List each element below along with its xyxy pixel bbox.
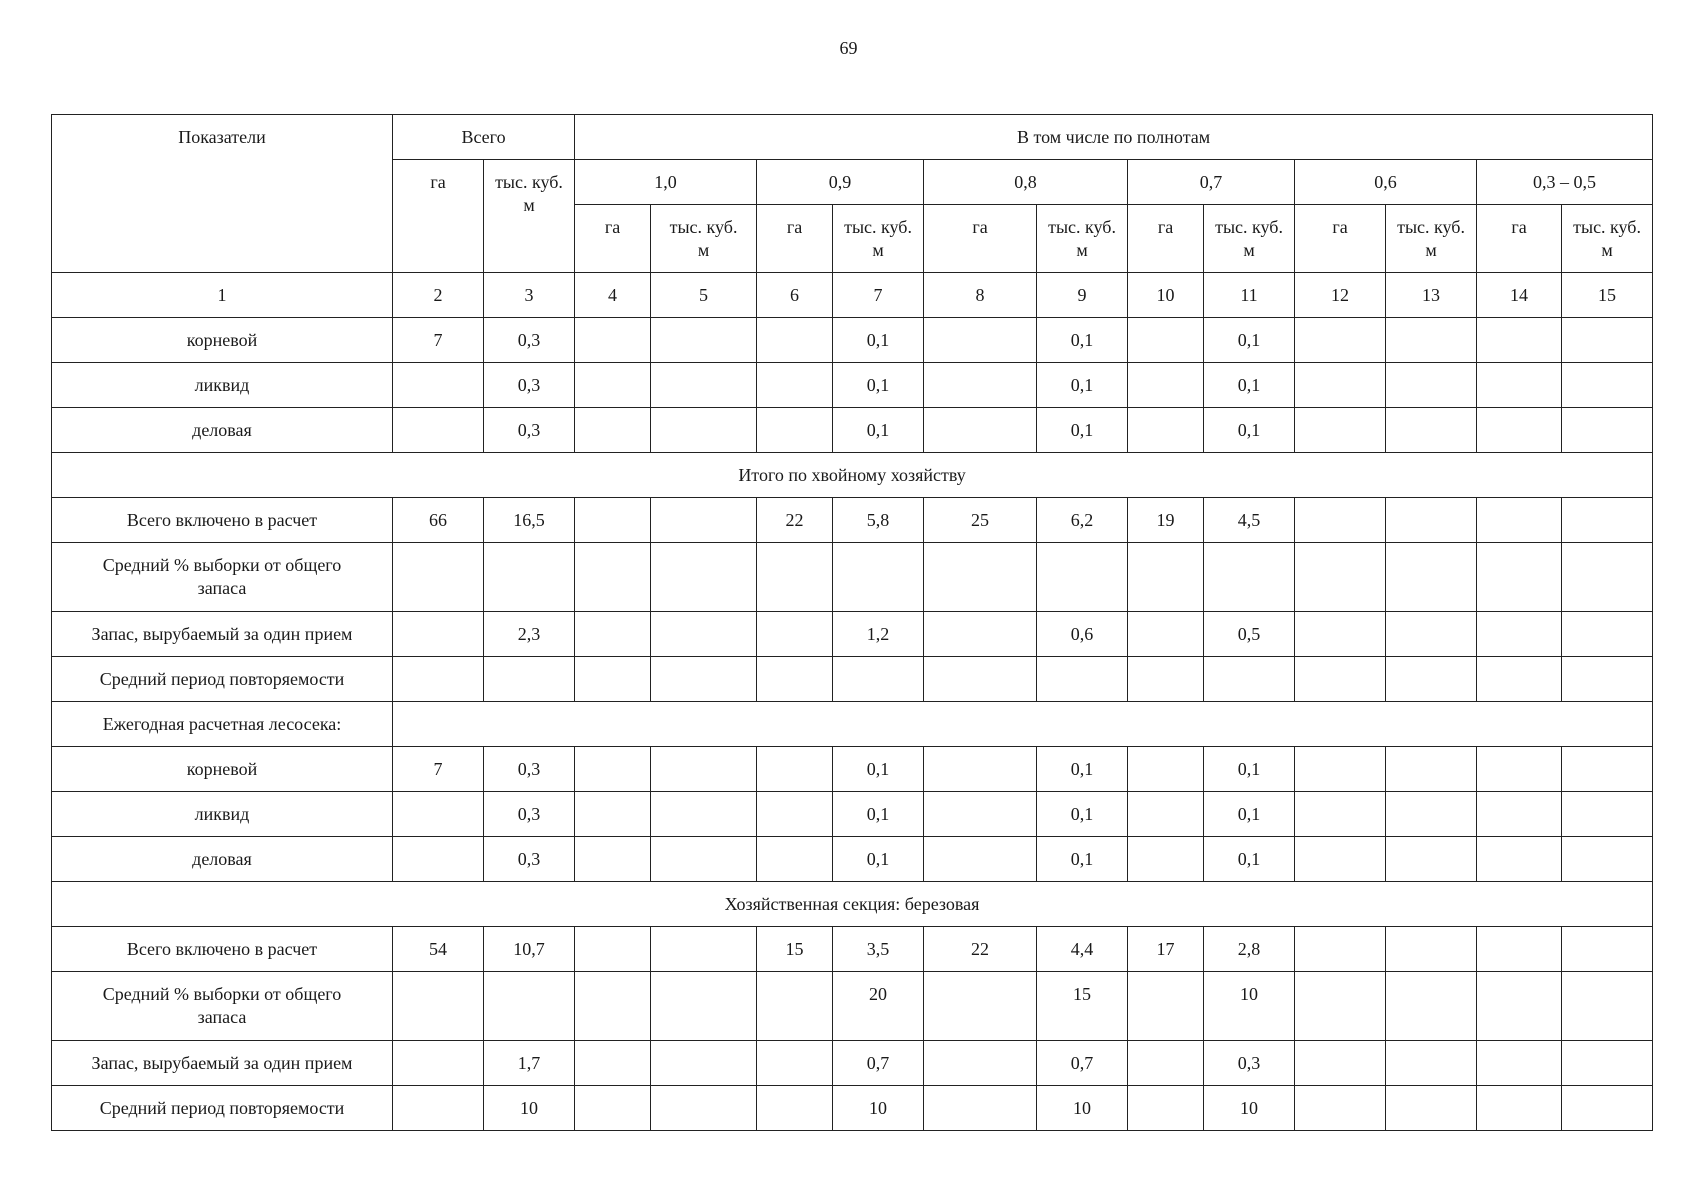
subheader-volume: тыс. куб. м bbox=[833, 205, 924, 273]
table-cell bbox=[1477, 1086, 1562, 1131]
table-cell bbox=[393, 363, 484, 408]
table-cell bbox=[484, 657, 575, 702]
table-cell: 22 bbox=[757, 498, 833, 543]
table-cell: 16,5 bbox=[484, 498, 575, 543]
table-cell: 0,6 bbox=[1037, 612, 1128, 657]
table-cell bbox=[1128, 363, 1204, 408]
table-cell bbox=[651, 1086, 757, 1131]
table-cell: 17 bbox=[1128, 927, 1204, 972]
table-cell bbox=[651, 612, 757, 657]
table-cell: 19 bbox=[1128, 498, 1204, 543]
column-number: 4 bbox=[575, 273, 651, 318]
table-cell bbox=[1037, 543, 1128, 612]
table-cell bbox=[393, 1041, 484, 1086]
allowable-cut-table bbox=[51, 114, 1653, 1131]
table-cell bbox=[1477, 747, 1562, 792]
table-cell bbox=[393, 612, 484, 657]
table-cell bbox=[833, 657, 924, 702]
table-cell bbox=[651, 657, 757, 702]
table-cell bbox=[1477, 927, 1562, 972]
table-cell bbox=[393, 972, 484, 1041]
table-cell bbox=[1128, 792, 1204, 837]
table-cell: 5,8 bbox=[833, 498, 924, 543]
table-cell bbox=[924, 363, 1037, 408]
table-cell: 7 bbox=[393, 747, 484, 792]
table-cell bbox=[924, 408, 1037, 453]
table-cell: 0,1 bbox=[1204, 792, 1295, 837]
table-cell bbox=[757, 837, 833, 882]
table-cell bbox=[651, 972, 757, 1041]
table-cell bbox=[1386, 657, 1477, 702]
row-label: ликвид bbox=[52, 792, 393, 837]
table-cell bbox=[1386, 747, 1477, 792]
table-cell: 1,2 bbox=[833, 612, 924, 657]
column-number: 8 bbox=[924, 273, 1037, 318]
table-cell bbox=[1477, 792, 1562, 837]
table-cell bbox=[651, 837, 757, 882]
table-cell bbox=[651, 747, 757, 792]
row-label: Средний % выборки от общего запаса bbox=[52, 972, 393, 1041]
table-cell bbox=[575, 363, 651, 408]
table-row bbox=[52, 657, 1653, 702]
table-cell: 0,1 bbox=[1037, 318, 1128, 363]
table-cell bbox=[1128, 657, 1204, 702]
table-cell: 6,2 bbox=[1037, 498, 1128, 543]
table-cell bbox=[651, 318, 757, 363]
table-cell bbox=[651, 363, 757, 408]
table-cell bbox=[651, 927, 757, 972]
table-cell bbox=[1295, 927, 1386, 972]
table-cell bbox=[757, 1086, 833, 1131]
header-by-density: В том числе по полнотам bbox=[575, 115, 1653, 160]
table-cell: 0,1 bbox=[1204, 318, 1295, 363]
table-cell: 0,1 bbox=[833, 408, 924, 453]
row-label: деловая bbox=[52, 837, 393, 882]
column-number: 2 bbox=[393, 273, 484, 318]
table-cell bbox=[924, 318, 1037, 363]
column-number: 12 bbox=[1295, 273, 1386, 318]
table-cell bbox=[1477, 1041, 1562, 1086]
table-cell: 0,3 bbox=[484, 792, 575, 837]
column-number: 5 bbox=[651, 273, 757, 318]
table-cell bbox=[575, 498, 651, 543]
table-cell bbox=[1562, 927, 1653, 972]
table-cell bbox=[1477, 408, 1562, 453]
table-cell: 0,7 bbox=[1037, 1041, 1128, 1086]
table-cell bbox=[757, 657, 833, 702]
table-cell bbox=[1562, 837, 1653, 882]
table-cell bbox=[1386, 792, 1477, 837]
table-cell: 10 bbox=[484, 1086, 575, 1131]
table-cell bbox=[1295, 363, 1386, 408]
table-cell: 10 bbox=[1204, 1086, 1295, 1131]
table-cell bbox=[651, 543, 757, 612]
table-cell bbox=[924, 837, 1037, 882]
table-cell: 0,1 bbox=[1204, 408, 1295, 453]
annual-cut-blank bbox=[393, 702, 1653, 747]
table-cell: 0,3 bbox=[484, 747, 575, 792]
header-density-4: 0,7 bbox=[1128, 160, 1295, 205]
table-cell: 0,1 bbox=[1037, 408, 1128, 453]
table-row bbox=[52, 612, 1653, 657]
table-cell: 15 bbox=[1037, 972, 1128, 1041]
row-label: деловая bbox=[52, 408, 393, 453]
table-row bbox=[52, 1086, 1653, 1131]
row-label: Всего включено в расчет bbox=[52, 927, 393, 972]
table-cell bbox=[924, 792, 1037, 837]
table-cell bbox=[1295, 747, 1386, 792]
table-cell: 4,5 bbox=[1204, 498, 1295, 543]
table-cell bbox=[1295, 792, 1386, 837]
table-cell bbox=[1386, 972, 1477, 1041]
table-cell bbox=[1128, 408, 1204, 453]
table-cell bbox=[1386, 612, 1477, 657]
table-cell: 0,3 bbox=[484, 837, 575, 882]
table-cell: 0,7 bbox=[833, 1041, 924, 1086]
table-cell bbox=[1386, 498, 1477, 543]
table-cell: 22 bbox=[924, 927, 1037, 972]
table-cell bbox=[1477, 612, 1562, 657]
table-cell bbox=[1477, 837, 1562, 882]
table-cell: 0,1 bbox=[833, 837, 924, 882]
subheader-ha: га bbox=[575, 205, 651, 273]
table-row bbox=[52, 363, 1653, 408]
table-cell bbox=[1477, 657, 1562, 702]
subheader-volume: тыс. куб. м bbox=[1386, 205, 1477, 273]
table-cell bbox=[757, 363, 833, 408]
table-cell: 54 bbox=[393, 927, 484, 972]
row-label: ликвид bbox=[52, 363, 393, 408]
subheader-volume: тыс. куб. м bbox=[1037, 205, 1128, 273]
table-cell bbox=[1477, 318, 1562, 363]
header-density-3: 0,8 bbox=[924, 160, 1128, 205]
table-row bbox=[52, 498, 1653, 543]
table-cell bbox=[1562, 972, 1653, 1041]
table-cell bbox=[575, 612, 651, 657]
table-cell: 0,1 bbox=[833, 792, 924, 837]
table-cell bbox=[651, 408, 757, 453]
table-cell: 15 bbox=[757, 927, 833, 972]
table-cell bbox=[1295, 657, 1386, 702]
table-cell bbox=[1204, 657, 1295, 702]
table-cell: 2,3 bbox=[484, 612, 575, 657]
table-cell bbox=[393, 408, 484, 453]
subheader-ha: га bbox=[1477, 205, 1562, 273]
table-cell bbox=[1562, 792, 1653, 837]
table-cell: 0,3 bbox=[484, 408, 575, 453]
table-cell bbox=[1295, 612, 1386, 657]
column-number: 1 bbox=[52, 273, 393, 318]
header-density-2: 0,9 bbox=[757, 160, 924, 205]
table-cell bbox=[484, 543, 575, 612]
table-cell bbox=[924, 972, 1037, 1041]
row-label: корневой bbox=[52, 747, 393, 792]
column-number-row bbox=[52, 273, 1653, 318]
table-cell: 0,3 bbox=[484, 363, 575, 408]
table-cell bbox=[1295, 408, 1386, 453]
table-cell bbox=[1386, 1086, 1477, 1131]
table-cell bbox=[1477, 972, 1562, 1041]
table-cell bbox=[1562, 543, 1653, 612]
table-cell: 0,1 bbox=[1037, 363, 1128, 408]
table-row bbox=[52, 543, 1653, 612]
table-cell bbox=[393, 1086, 484, 1131]
table-cell bbox=[651, 498, 757, 543]
table-cell bbox=[1562, 657, 1653, 702]
table-cell bbox=[575, 657, 651, 702]
table-cell bbox=[924, 543, 1037, 612]
table-cell bbox=[1128, 612, 1204, 657]
table-cell: 66 bbox=[393, 498, 484, 543]
subheader-ha: га bbox=[757, 205, 833, 273]
table-row bbox=[52, 972, 1653, 1041]
table-cell bbox=[575, 972, 651, 1041]
table-cell bbox=[1562, 363, 1653, 408]
column-number: 7 bbox=[833, 273, 924, 318]
table-cell bbox=[1477, 363, 1562, 408]
header-density-6: 0,3 – 0,5 bbox=[1477, 160, 1653, 205]
subheader-ha: га bbox=[1295, 205, 1386, 273]
table-cell bbox=[1562, 318, 1653, 363]
table-cell bbox=[1295, 498, 1386, 543]
table-cell bbox=[1386, 1041, 1477, 1086]
table-cell: 10 bbox=[833, 1086, 924, 1131]
table-cell bbox=[1562, 408, 1653, 453]
table-cell bbox=[924, 657, 1037, 702]
table-cell bbox=[924, 612, 1037, 657]
header-density-1: 1,0 bbox=[575, 160, 757, 205]
table-row bbox=[52, 837, 1653, 882]
subheader-ha: га bbox=[1128, 205, 1204, 273]
header-total-ha: га bbox=[393, 160, 484, 273]
table-cell: 0,1 bbox=[1037, 747, 1128, 792]
column-number: 6 bbox=[757, 273, 833, 318]
section-conifer-heading: Итого по хвойному хозяйству bbox=[52, 453, 1653, 498]
table-cell: 0,1 bbox=[1037, 837, 1128, 882]
table-row bbox=[52, 318, 1653, 363]
table-cell bbox=[1295, 318, 1386, 363]
table-cell bbox=[1562, 1086, 1653, 1131]
table-cell bbox=[1128, 543, 1204, 612]
table-cell bbox=[757, 972, 833, 1041]
table-cell bbox=[1295, 1041, 1386, 1086]
table-cell bbox=[1295, 543, 1386, 612]
row-label: Всего включено в расчет bbox=[52, 498, 393, 543]
table-cell: 0,1 bbox=[833, 747, 924, 792]
table-cell bbox=[575, 1041, 651, 1086]
table-cell bbox=[757, 747, 833, 792]
table-cell bbox=[1128, 837, 1204, 882]
table-cell: 0,1 bbox=[1204, 747, 1295, 792]
table-cell bbox=[393, 657, 484, 702]
table-row bbox=[52, 408, 1653, 453]
table-cell bbox=[1295, 972, 1386, 1041]
table-cell: 0,1 bbox=[1204, 837, 1295, 882]
table-cell: 0,1 bbox=[833, 363, 924, 408]
header-total-volume: тыс. куб. м bbox=[484, 160, 575, 273]
table-cell bbox=[757, 408, 833, 453]
table-cell bbox=[757, 612, 833, 657]
table-cell bbox=[1295, 1086, 1386, 1131]
table-cell bbox=[1386, 318, 1477, 363]
table-cell: 2,8 bbox=[1204, 927, 1295, 972]
table-cell bbox=[1386, 408, 1477, 453]
column-number: 11 bbox=[1204, 273, 1295, 318]
table-row bbox=[52, 1041, 1653, 1086]
table-cell: 0,1 bbox=[833, 318, 924, 363]
table-cell: 1,7 bbox=[484, 1041, 575, 1086]
table-cell: 10 bbox=[1204, 972, 1295, 1041]
header-indicators: Показатели bbox=[52, 115, 393, 273]
table-cell bbox=[575, 543, 651, 612]
table-cell bbox=[651, 792, 757, 837]
table-cell bbox=[1128, 1041, 1204, 1086]
table-cell bbox=[1562, 498, 1653, 543]
subheader-volume: тыс. куб. м bbox=[1204, 205, 1295, 273]
column-number: 10 bbox=[1128, 273, 1204, 318]
table-cell: 7 bbox=[393, 318, 484, 363]
table-cell bbox=[1204, 543, 1295, 612]
table-cell bbox=[393, 792, 484, 837]
table-cell bbox=[757, 792, 833, 837]
table-cell bbox=[1477, 498, 1562, 543]
table-cell bbox=[1128, 747, 1204, 792]
table-cell: 10 bbox=[1037, 1086, 1128, 1131]
table-cell bbox=[924, 1041, 1037, 1086]
subheader-ha: га bbox=[924, 205, 1037, 273]
table-cell bbox=[1386, 363, 1477, 408]
table-cell bbox=[484, 972, 575, 1041]
table-cell bbox=[575, 837, 651, 882]
column-number: 3 bbox=[484, 273, 575, 318]
row-label: Средний период повторяемости bbox=[52, 1086, 393, 1131]
table-cell bbox=[1128, 1086, 1204, 1131]
table-cell bbox=[575, 1086, 651, 1131]
header-density-5: 0,6 bbox=[1295, 160, 1477, 205]
table-cell bbox=[1562, 1041, 1653, 1086]
column-number: 15 bbox=[1562, 273, 1653, 318]
table-row bbox=[52, 927, 1653, 972]
table-cell bbox=[1386, 837, 1477, 882]
table-cell bbox=[1128, 972, 1204, 1041]
header-total: Всего bbox=[393, 115, 575, 160]
row-label: корневой bbox=[52, 318, 393, 363]
table-cell bbox=[651, 1041, 757, 1086]
page-number: 69 bbox=[839, 38, 858, 58]
table-cell bbox=[1128, 318, 1204, 363]
section-birch-heading: Хозяйственная секция: березовая bbox=[52, 882, 1653, 927]
row-label: Средний период повторяемости bbox=[52, 657, 393, 702]
table-cell bbox=[924, 1086, 1037, 1131]
subheader-volume: тыс. куб. м bbox=[1562, 205, 1653, 273]
table-cell: 3,5 bbox=[833, 927, 924, 972]
table-cell bbox=[1386, 543, 1477, 612]
table-cell bbox=[757, 318, 833, 363]
table-cell bbox=[575, 318, 651, 363]
subheader-volume: тыс. куб. м bbox=[651, 205, 757, 273]
table-cell: 10,7 bbox=[484, 927, 575, 972]
table-cell bbox=[575, 408, 651, 453]
table-cell: 0,1 bbox=[1204, 363, 1295, 408]
table-cell bbox=[757, 1041, 833, 1086]
table-cell bbox=[1295, 837, 1386, 882]
table-cell bbox=[1562, 747, 1653, 792]
table-cell bbox=[1037, 657, 1128, 702]
table-cell bbox=[1562, 612, 1653, 657]
table-cell bbox=[575, 792, 651, 837]
row-label: Средний % выборки от общего запаса bbox=[52, 543, 393, 612]
table-cell: 0,3 bbox=[1204, 1041, 1295, 1086]
row-label: Запас, вырубаемый за один прием bbox=[52, 1041, 393, 1086]
table-cell: 0,5 bbox=[1204, 612, 1295, 657]
table-cell: 20 bbox=[833, 972, 924, 1041]
column-number: 14 bbox=[1477, 273, 1562, 318]
table-cell bbox=[393, 543, 484, 612]
table-cell: 0,3 bbox=[484, 318, 575, 363]
table-cell bbox=[575, 747, 651, 792]
column-number: 9 bbox=[1037, 273, 1128, 318]
table-cell: 4,4 bbox=[1037, 927, 1128, 972]
table-cell: 25 bbox=[924, 498, 1037, 543]
table-cell bbox=[1386, 927, 1477, 972]
table-cell: 0,1 bbox=[1037, 792, 1128, 837]
table-row bbox=[52, 747, 1653, 792]
table-cell bbox=[757, 543, 833, 612]
column-number: 13 bbox=[1386, 273, 1477, 318]
table-cell bbox=[924, 747, 1037, 792]
annual-cut-heading: Ежегодная расчетная лесосека: bbox=[52, 702, 393, 747]
row-label: Запас, вырубаемый за один прием bbox=[52, 612, 393, 657]
table-row bbox=[52, 792, 1653, 837]
table-cell bbox=[1477, 543, 1562, 612]
table-cell bbox=[833, 543, 924, 612]
table-cell bbox=[575, 927, 651, 972]
table-cell bbox=[393, 837, 484, 882]
